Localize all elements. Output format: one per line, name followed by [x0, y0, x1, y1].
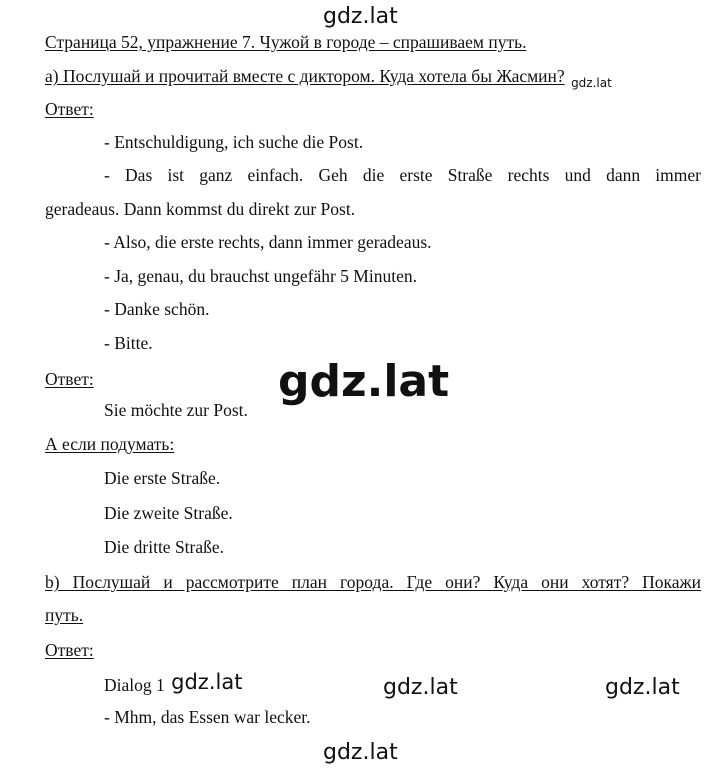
- task-a-row: [45, 66, 612, 90]
- answer-a: Sie möchte zur Post.: [104, 400, 248, 420]
- dialog-line-3: - Also, die erste rechts, dann immer geradeaus.: [104, 232, 432, 252]
- watermark-big-center: gdz.lat: [278, 356, 450, 407]
- task-a-text: а) Послушай и прочитай вместе с диктором. Куда хотела бы Жасмин?: [45, 66, 565, 86]
- dialog-line-5: - Danke schön.: [104, 299, 210, 319]
- think-item-1: Die erste Straße.: [104, 468, 221, 488]
- dialog-line-4: - Ja, genau, du brauchst ungefähr 5 Minuten.: [104, 266, 417, 286]
- dialog1-title-row: [104, 670, 243, 695]
- page-header: Страница 52, упражнение 7. Чужой в городе – спрашиваем путь.: [45, 32, 527, 52]
- answer-label-1: Ответ:: [45, 99, 94, 119]
- think-item-2: Die zweite Straße.: [104, 503, 233, 523]
- watermark-top: gdz.lat: [323, 4, 398, 29]
- dialog1-title: Dialog 1: [104, 675, 165, 695]
- think-label: А если подумать:: [45, 434, 175, 454]
- answer-label-2: Ответ:: [45, 369, 94, 389]
- think-item-3: Die dritte Straße.: [104, 537, 225, 557]
- task-b-line-1: b) Послушай и рассмотрите план города. Где они? Куда они хотят? Покажи: [45, 572, 701, 592]
- task-b-line-2: путь.: [45, 605, 84, 625]
- watermark-bottom: gdz.lat: [323, 740, 398, 765]
- answer-label-3: Ответ:: [45, 640, 94, 660]
- dialog-line-6: - Bitte.: [104, 333, 153, 353]
- dialog1-line-1: - Mhm, das Essen war lecker.: [104, 707, 311, 727]
- watermark-dialog-mid: gdz.lat: [383, 675, 458, 700]
- dialog-line-1: - Entschuldigung, ich suche die Post.: [104, 132, 364, 152]
- watermark-inline-small: gdz.lat: [571, 76, 612, 90]
- watermark-dialog-right: gdz.lat: [605, 675, 680, 700]
- dialog-line-2b: geradeaus. Dann kommst du direkt zur Post.: [45, 199, 356, 219]
- watermark-dialog-inline: gdz.lat: [171, 670, 243, 694]
- dialog-line-2a: - Das ist ganz einfach. Geh die erste Straße rechts und dann immer: [104, 165, 701, 185]
